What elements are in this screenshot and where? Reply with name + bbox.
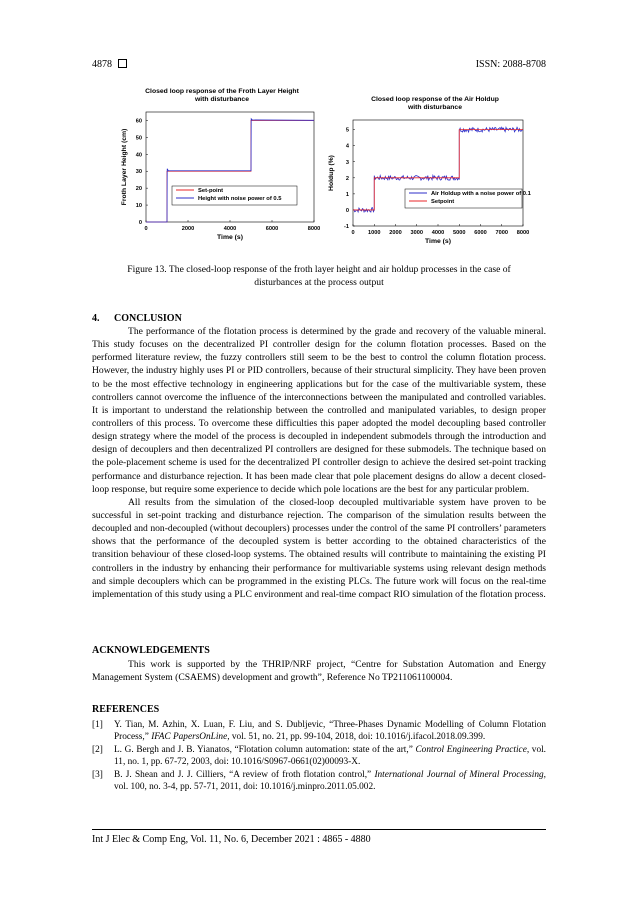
y-tick-label: 60 (135, 118, 142, 125)
conclusion-heading (92, 313, 182, 324)
y-tick-label: -1 (344, 224, 349, 230)
x-tick-label: 2000 (181, 226, 195, 232)
figure-caption-line1: Figure 13. The closed-loop response of the froth layer height and air holdup processes in the case of (127, 264, 511, 275)
acknowledgements-body (92, 658, 546, 684)
reference-journal: IFAC PapersOnLine, (151, 732, 230, 743)
reference-number: [2] (92, 745, 103, 756)
header-left (92, 59, 127, 70)
x-tick-label: 2000 (389, 230, 402, 236)
x-tick-label: 8000 (516, 230, 530, 236)
legend-label: Air Holdup with a noise power of 0.1 (431, 191, 531, 197)
figure-caption-line2: disturbances at the process output (254, 276, 384, 288)
x-tick-label: 6000 (474, 230, 487, 236)
plot-area (146, 112, 314, 222)
reference-authors-title: L. G. Bergh and J. B. Yianatos, “Flotation column automation: state of the art,” (114, 745, 416, 756)
y-tick-label: 50 (135, 135, 142, 142)
figure-13 (112, 80, 532, 250)
y-axis-label: Holdup (%) (328, 155, 335, 191)
issn: ISSN: 2088-8708 (475, 59, 546, 70)
legend-label: Setpoint (431, 199, 455, 205)
y-tick-label: 30 (135, 169, 142, 176)
figure-caption (92, 264, 546, 290)
y-axis-label: Froth Layer Height (cm) (121, 128, 128, 206)
reference-item (92, 744, 546, 768)
x-tick-label: 1000 (368, 230, 381, 236)
x-axis-label: Time (s) (217, 234, 243, 241)
acknowledgements-text: This work is supported by the THRIP/NRF project, “Centre for Substation Automation and Energy Management System (CSAEMS) development and growth”, Reference No TP211061100004. (92, 659, 546, 684)
references-heading: REFERENCES (92, 704, 160, 715)
legend-label: Set-point (198, 188, 224, 194)
x-tick-label: 0 (351, 230, 355, 236)
y-tick-label: 0 (345, 207, 349, 214)
reference-details: vol. 100, no. 3-4, pp. 57-71, 2011, doi: 10.1016/j.minpro.2011.05.002. (114, 782, 376, 793)
reference-details: vol. 11, no. 1, pp. 67-72, 2003, doi: 10.1016/S0967-0661(02)00093-X. (114, 745, 546, 768)
legend-label: Height with noise power of 0.5 (198, 196, 282, 202)
conclusion-paragraph-1: The performance of the flotation process is determined by the grade and recovery of the valuable mineral. This study focuses on the decentralized PI controller design for the column flotation processes. Based on the performed literature review, the fuzzy controllers still seem to be the best to control the column flotation process. However, the industry highly uses PI or PID controllers, because of their structural simplicity. They have been proven to be the most effective technology in engineering applications but for the case of the multivariable system, these controllers cannot overcome the influence of the interconnections between the manipulated and controlled variables. It is important to understand the relationship between the controlled and manipulated variables, to design proper controllers of this process. To overcome these difficulties this paper adopted the model decoupling based controller design strategy where the model of the process is decoupled in independent submodels through the introduction and design of decouplers and then decentralized PI controllers are designed for these submodels. The technique based on the pole-placement scheme is used for the decentralized PI controller design to achieve the desired set-point tracking performance and disturbance rejection. It has been made clear that pole placement designs do allow a decent closed-loop response, but require some experience to decide which pole locations are the best for any particular problem. (92, 326, 546, 495)
chart-title-line: Closed loop response of the Froth Layer Height (145, 88, 299, 95)
reference-journal: Control Engineering Practice, (415, 745, 530, 756)
x-tick-label: 8000 (307, 226, 321, 232)
y-tick-label: 1 (345, 191, 349, 198)
y-tick-label: 40 (135, 152, 142, 159)
x-tick-label: 5000 (453, 230, 466, 236)
conclusion-paragraph-2: All results from the simulation of the closed-loop decoupled multivariable system have proven to be successful in set-point tracking and disturbance rejection. The comparison of the simulation results between the decoupled and non-decoupled (without decouplers) processes under the control of the same PI controllers’ parameters shows that the performance of the decoupled system is better according to the obtained characteristics of the transition behaviour of these closed-loop systems. The obtained results will contribute to maintaining the existing PI controllers in the industry by enhancing their performance for multivariable systems using relevant design methods and simple decouplers which can be programmed in the existing PLCs. The future work will focus on the real-time implementation of this study using a PLC environment and real-time compact RIO simulation of the flotation process. (92, 496, 546, 600)
chart-title-line: Closed loop response of the Air Holdup (371, 96, 499, 103)
reference-authors-title: Y. Tian, M. Azhin, X. Luan, F. Liu, and S. Dubljevic, “Three-Phases Dynamic Modelling of Column Flotation Process,” (114, 720, 546, 743)
reference-journal: International Journal of Mineral Processing, (374, 770, 546, 781)
page-number: 4878 (92, 59, 112, 70)
reference-number: [3] (92, 770, 103, 781)
plot-area (353, 120, 523, 226)
x-tick-label: 7000 (495, 230, 508, 236)
reference-authors-title: B. J. Shean and J. J. Cilliers, “A review of froth flotation control,” (114, 770, 375, 781)
chart-title-line: with disturbance (407, 104, 463, 111)
reference-details: vol. 51, no. 21, pp. 99-104, 2018, doi: 10.1016/j.ifacol.2018.09.399. (229, 732, 486, 743)
square-icon (118, 59, 127, 68)
acknowledgements-heading: ACKNOWLEDGEMENTS (92, 645, 210, 656)
figure-13-charts (112, 80, 532, 250)
x-tick-label: 4000 (431, 230, 445, 236)
x-tick-label: 3000 (410, 230, 423, 236)
x-tick-label: 4000 (223, 226, 237, 232)
section-title: CONCLUSION (114, 313, 182, 324)
y-tick-label: 10 (135, 203, 142, 210)
chart-title-line: with disturbance (194, 96, 250, 103)
y-tick-label: 0 (138, 220, 142, 226)
y-tick-label: 2 (345, 175, 349, 182)
footer-divider (92, 829, 546, 830)
reference-item (92, 719, 546, 743)
conclusion-body (92, 325, 546, 601)
x-tick-label: 0 (144, 226, 148, 232)
y-tick-label: 20 (135, 186, 142, 193)
footer-citation: Int J Elec & Comp Eng, Vol. 11, No. 6, December 2021 : 4865 - 4880 (92, 834, 371, 845)
reference-number: [1] (92, 720, 103, 730)
y-tick-label: 3 (345, 159, 349, 166)
y-tick-label: 4 (345, 143, 349, 150)
references-list (92, 719, 546, 794)
y-tick-label: 5 (345, 127, 349, 134)
x-tick-label: 6000 (265, 226, 279, 232)
reference-item (92, 769, 546, 793)
x-axis-label: Time (s) (425, 238, 451, 245)
section-number: 4. (92, 313, 100, 324)
